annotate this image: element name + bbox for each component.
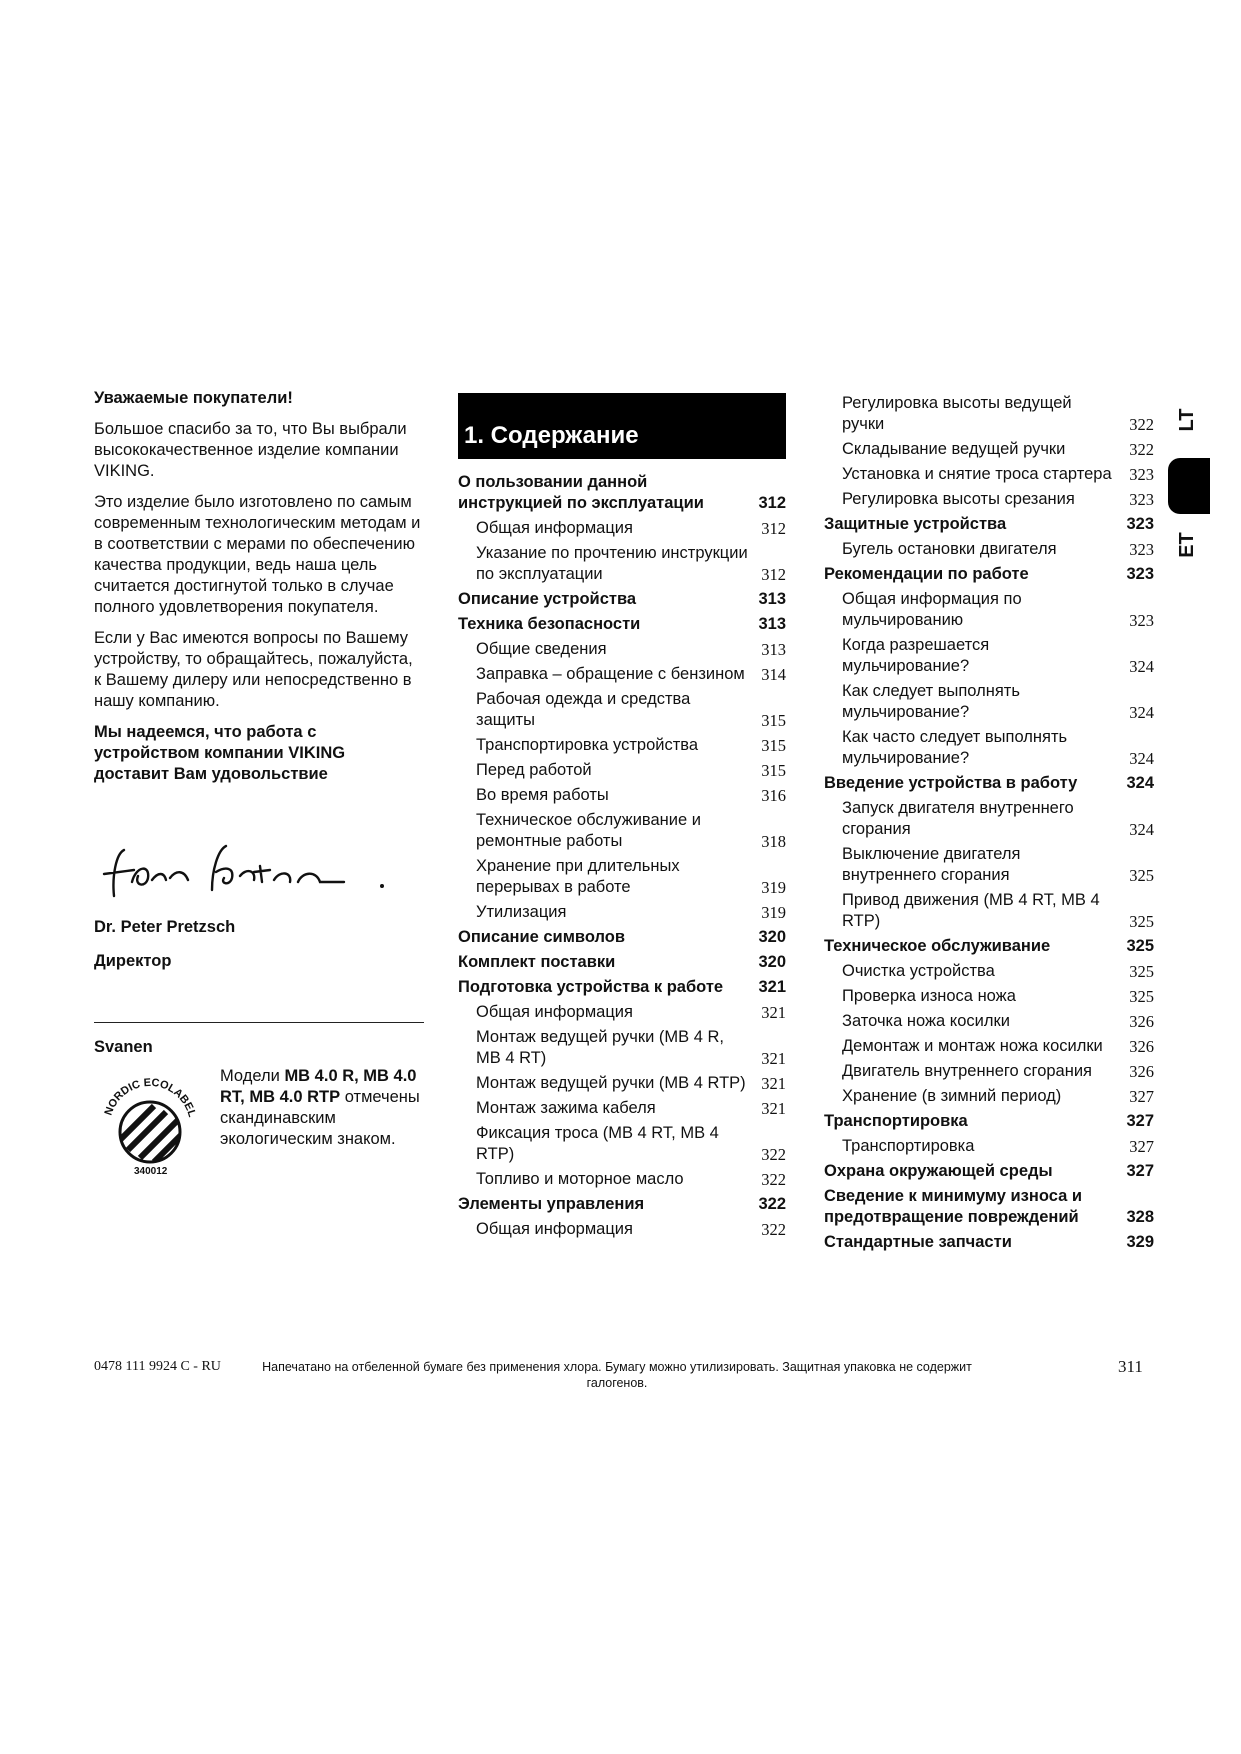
- toc-entry[interactable]: [824, 798, 1154, 840]
- toc-entry-page: 321: [758, 978, 786, 996]
- toc-entry[interactable]: [824, 464, 1154, 485]
- toc-entry-title: Охрана окружающей среды: [824, 1162, 1053, 1180]
- toc-entry[interactable]: [824, 961, 1154, 982]
- language-tab-et[interactable]: ET: [1176, 532, 1198, 558]
- toc-section[interactable]: [824, 1111, 1154, 1132]
- toc-entry-title: Общая информация по мульчированию: [842, 590, 1022, 629]
- toc-entry-title: Хранение при длительных перерывах в работе: [476, 857, 680, 896]
- toc-entry-title: Складывание ведущей ручки: [842, 440, 1066, 458]
- signature-image: [94, 836, 424, 916]
- toc-entry-title: Рекомендации по работе: [824, 565, 1029, 583]
- toc-entry[interactable]: [458, 543, 786, 585]
- toc-entry-title: Во время работы: [476, 786, 609, 804]
- toc-entry-page: 319: [761, 878, 786, 897]
- toc-entry-page: 313: [761, 640, 786, 659]
- toc-entry-title: Общая информация: [476, 519, 633, 537]
- toc-entry-title: О пользовании данной инструкцией по эксплуатации: [458, 473, 704, 512]
- toc-entry-title: Техническое обслуживание и ремонтные работы: [476, 811, 701, 850]
- toc-entry[interactable]: [458, 1098, 786, 1119]
- toc-entry-page: 312: [761, 519, 786, 538]
- toc-section[interactable]: [458, 472, 786, 514]
- toc-entry-title: Демонтаж и монтаж ножа косилки: [842, 1037, 1103, 1055]
- toc-entry-title: Как часто следует выполнять мульчирование?: [842, 728, 1068, 767]
- toc-entry-page: 325: [1129, 962, 1154, 981]
- toc-section[interactable]: [824, 1161, 1154, 1182]
- toc-entry-page: 329: [1126, 1233, 1154, 1251]
- toc-section[interactable]: [824, 514, 1154, 535]
- toc-entry-title: Сведение к минимуму износа и предотвращение повреждений: [824, 1187, 1082, 1226]
- toc-entry-page: 321: [761, 1099, 786, 1118]
- nordic-ecolabel-icon: [94, 1070, 206, 1182]
- toc-section[interactable]: [824, 1186, 1154, 1228]
- toc-entry-page: 325: [1129, 987, 1154, 1006]
- toc-entry[interactable]: [824, 1061, 1154, 1082]
- toc-entry-title: Хранение (в зимний период): [842, 1087, 1062, 1105]
- toc-entry-page: 313: [758, 615, 786, 633]
- toc-entry-page: 321: [761, 1003, 786, 1022]
- toc-entry[interactable]: [458, 760, 786, 781]
- toc-entry-page: 323: [1129, 611, 1154, 630]
- toc-entry-title: Описание символов: [458, 928, 625, 946]
- toc-entry-title: Комплект поставки: [458, 953, 616, 971]
- toc-section[interactable]: [458, 614, 786, 635]
- toc-entry-title: Как следует выполнять мульчирование?: [842, 682, 1020, 721]
- toc-header: 1. Содержание: [458, 393, 786, 459]
- letter: [94, 388, 424, 795]
- toc-entry-title: Топливо и моторное масло: [476, 1170, 684, 1188]
- toc-entry-title: Подготовка устройства к работе: [458, 978, 724, 996]
- toc-entry-page: 316: [761, 786, 786, 805]
- toc-entry-title: Защитные устройства: [824, 515, 1007, 533]
- toc-section[interactable]: [458, 927, 786, 948]
- toc-entry[interactable]: [824, 439, 1154, 460]
- toc-section[interactable]: [458, 589, 786, 610]
- toc-entry-page: 324: [1129, 820, 1154, 839]
- toc-entry-title: Регулировка высоты ведущей ручки: [842, 394, 1072, 433]
- toc-entry[interactable]: [824, 1136, 1154, 1157]
- page-number: 311: [1118, 1357, 1143, 1376]
- document-code: 0478 111 9924 C - RU: [94, 1359, 221, 1374]
- toc-entry[interactable]: [458, 810, 786, 852]
- toc-entry-page: 327: [1129, 1137, 1154, 1156]
- toc-entry-page: 314: [761, 665, 786, 684]
- toc-entry[interactable]: [824, 844, 1154, 886]
- toc-entry-title: Запуск двигателя внутреннего сгорания: [842, 799, 1074, 838]
- toc-entry-page: 325: [1126, 937, 1154, 955]
- toc-entry[interactable]: [824, 681, 1154, 723]
- toc-entry-title: Двигатель внутреннего сгорания: [842, 1062, 1092, 1080]
- toc-entry[interactable]: [824, 890, 1154, 932]
- toc-entry-page: 322: [1129, 440, 1154, 459]
- toc-entry-page: 312: [761, 565, 786, 584]
- toc-entry-title: Указание по прочтению инструкции по эксплуатации: [476, 544, 748, 583]
- toc-entry-title: Описание устройства: [458, 590, 637, 608]
- toc-entry-title: Общая информация: [476, 1220, 633, 1238]
- signer-role: Директор: [94, 952, 172, 970]
- toc-entry[interactable]: [824, 1086, 1154, 1107]
- toc-entry-page: 313: [758, 590, 786, 608]
- toc-entry-page: 322: [761, 1170, 786, 1189]
- paragraph-questions: Если у Вас имеются вопросы по Вашему устройству, то обращайтесь, пожалуйста, к Вашему дилеру или непосредственно в нашу компанию.: [94, 629, 413, 710]
- signer-name: Dr. Peter Pretzsch: [94, 918, 236, 936]
- toc-entry-page: 324: [1129, 703, 1154, 722]
- toc-entry[interactable]: [824, 1011, 1154, 1032]
- toc-entry-page: 322: [758, 1195, 786, 1213]
- toc-section[interactable]: [824, 564, 1154, 585]
- toc-entry[interactable]: [824, 986, 1154, 1007]
- toc-entry-title: Заточка ножа косилки: [842, 1012, 1010, 1030]
- toc-entry-title: Заправка – обращение с бензином: [476, 665, 745, 683]
- toc-entry-title: Монтаж зажима кабеля: [476, 1099, 656, 1117]
- toc-section[interactable]: [824, 936, 1154, 957]
- toc-entry-title: Общая информация: [476, 1003, 633, 1021]
- toc-section[interactable]: [458, 952, 786, 973]
- toc-entry-page: 326: [1129, 1062, 1154, 1081]
- toc-entry[interactable]: [458, 689, 786, 731]
- toc-entry[interactable]: [458, 1219, 786, 1240]
- toc-entry-title: Очистка устройства: [842, 962, 995, 980]
- toc-entry[interactable]: [458, 1002, 786, 1023]
- closing-statement: Мы надеемся, что работа с устройством компании VIKING доставит Вам удовольствие: [94, 723, 346, 783]
- toc-entry-page: 315: [761, 736, 786, 755]
- toc-entry[interactable]: [458, 1123, 786, 1165]
- paragraph-quality: Это изделие было изготовлено по самым современным технологическим методам и в соответствии с мерами по обеспечению качества продукции, ведь наша цель считается достигнутой только в случае полного удовлетворения покупателя.: [94, 493, 421, 616]
- toc-entry-page: 320: [758, 928, 786, 946]
- toc-entry[interactable]: [824, 489, 1154, 510]
- toc-entry-page: 315: [761, 711, 786, 730]
- toc-entry[interactable]: [458, 518, 786, 539]
- toc-entry-title: Рабочая одежда и средства защиты: [476, 690, 691, 729]
- language-tab-lt[interactable]: LT: [1176, 408, 1198, 432]
- toc-entry[interactable]: [824, 539, 1154, 560]
- toc-entry-page: 324: [1129, 749, 1154, 768]
- toc-entry[interactable]: [824, 589, 1154, 631]
- toc-entry[interactable]: [458, 856, 786, 898]
- toc-entry-title: Введение устройства в работу: [824, 774, 1078, 792]
- toc-entry-page: 322: [761, 1145, 786, 1164]
- toc-entry[interactable]: [458, 735, 786, 756]
- toc-entry-title: Проверка износа ножа: [842, 987, 1016, 1005]
- toc-entry[interactable]: [458, 664, 786, 685]
- toc-entry-page: 326: [1129, 1037, 1154, 1056]
- toc-entry-title: Привод движения (MB 4 RT, MB 4 RTP): [842, 891, 1100, 930]
- toc-entry-page: 327: [1126, 1162, 1154, 1180]
- toc-entry-page: 324: [1129, 657, 1154, 676]
- toc-entry[interactable]: [458, 639, 786, 660]
- toc-entry-page: 315: [761, 761, 786, 780]
- language-tab-active-marker: [1168, 458, 1210, 514]
- ecolabel-text: NORDIC ECOLABEL: [102, 1076, 198, 1119]
- toc-entry-title: Монтаж ведущей ручки (MB 4 R, MB 4 RT): [476, 1028, 724, 1067]
- toc-entry-title: Транспортировка: [824, 1112, 968, 1130]
- toc-entry[interactable]: [824, 635, 1154, 677]
- toc-entry-title: Утилизация: [476, 903, 567, 921]
- toc-entry-title: Установка и снятие троса стартера: [842, 465, 1112, 483]
- toc-entry[interactable]: [458, 1073, 786, 1094]
- toc-entry-title: Выключение двигателя внутреннего сгорания: [842, 845, 1021, 884]
- toc-entry-page: 319: [761, 903, 786, 922]
- toc-section[interactable]: [458, 977, 786, 998]
- toc-entry[interactable]: [458, 785, 786, 806]
- toc-entry-title: Фиксация троса (MB 4 RT, MB 4 RTP): [476, 1124, 719, 1163]
- toc-entry-page: 320: [758, 953, 786, 971]
- greeting: Уважаемые покупатели!: [94, 389, 293, 407]
- toc-entry-page: 318: [761, 832, 786, 851]
- toc-entry-title: Транспортировка устройства: [476, 736, 699, 754]
- toc-column-right: [824, 393, 1154, 1257]
- toc-entry-page: 323: [1129, 540, 1154, 559]
- toc-entry-page: 327: [1126, 1112, 1154, 1130]
- toc-section[interactable]: [824, 1232, 1154, 1253]
- toc-entry-title: Общие сведения: [476, 640, 607, 658]
- toc-entry-page: 327: [1129, 1087, 1154, 1106]
- toc-entry[interactable]: [458, 1027, 786, 1069]
- toc-entry-title: Перед работой: [476, 761, 592, 779]
- print-note: Напечатано на отбеленной бумаге без применения хлора. Бумагу можно утилизировать. Защитная упаковка не содержит галогенов.: [262, 1360, 972, 1390]
- models-note: Модели MB 4.0 R, MB 4.0 RT, MB 4.0 RTP отмечены скандинавским экологическим знаком.: [220, 1067, 420, 1148]
- toc-entry-page: 323: [1126, 515, 1154, 533]
- toc-column-middle: [458, 472, 786, 1244]
- toc-entry-page: 323: [1126, 565, 1154, 583]
- toc-entry-page: 325: [1129, 866, 1154, 885]
- toc-entry-page: 312: [758, 494, 786, 512]
- toc-entry-title: Техника безопасности: [458, 615, 641, 633]
- toc-entry[interactable]: [458, 1169, 786, 1190]
- toc-entry[interactable]: [458, 902, 786, 923]
- ecolabel-number: 340012: [134, 1166, 168, 1177]
- toc-section[interactable]: [458, 1194, 786, 1215]
- toc-entry-page: 325: [1129, 912, 1154, 931]
- toc-entry-title: Монтаж ведущей ручки (MB 4 RTP): [476, 1074, 746, 1092]
- toc-entry-page: 322: [1129, 415, 1154, 434]
- toc-entry-page: 321: [761, 1049, 786, 1068]
- toc-entry[interactable]: [824, 393, 1154, 435]
- toc-entry-page: 326: [1129, 1012, 1154, 1031]
- toc-entry[interactable]: [824, 727, 1154, 769]
- toc-entry-page: 324: [1126, 774, 1154, 792]
- svanen-title: Svanen: [94, 1038, 153, 1056]
- toc-entry-title: Стандартные запчасти: [824, 1233, 1012, 1251]
- toc-entry-title: Когда разрешается мульчирование?: [842, 636, 990, 675]
- toc-entry-title: Регулировка высоты срезания: [842, 490, 1075, 508]
- toc-entry-page: 322: [761, 1220, 786, 1239]
- toc-entry-page: 328: [1126, 1208, 1154, 1226]
- toc-entry-title: Бугель остановки двигателя: [842, 540, 1057, 558]
- toc-section[interactable]: [824, 773, 1154, 794]
- toc-entry-title: Элементы управления: [458, 1195, 645, 1213]
- toc-entry-title: Техническое обслуживание: [824, 937, 1051, 955]
- toc-entry-page: 323: [1129, 490, 1154, 509]
- toc-entry-page: 323: [1129, 465, 1154, 484]
- divider: [94, 1022, 424, 1023]
- toc-entry-title: Транспортировка: [842, 1137, 975, 1155]
- toc-entry-page: 321: [761, 1074, 786, 1093]
- paragraph-thanks: Большое спасибо за то, что Вы выбрали высококачественное изделие компании VIKING.: [94, 420, 407, 480]
- toc-entry[interactable]: [824, 1036, 1154, 1057]
